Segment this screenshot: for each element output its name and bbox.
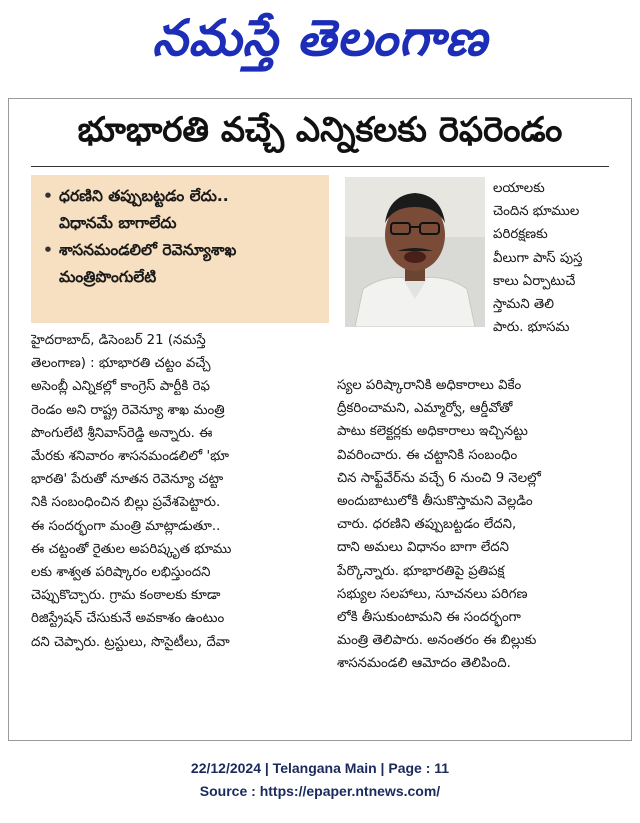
article-headline: భూభారతి వచ్చే ఎన్నికలకు రెఫరెండం xyxy=(77,110,563,150)
article-line: లకు శాశ్వత పరిష్కారం లభిస్తుందని xyxy=(31,565,211,581)
footer-edition-info: 22/12/2024 | Telangana Main | Page : 11 xyxy=(190,760,450,776)
article-line: చెప్పుకొచ్చారు. గ్రామ కంఠాలకు కూడా xyxy=(31,588,221,604)
headline-divider xyxy=(31,166,609,167)
highlight-item xyxy=(43,210,319,237)
article-line: వీలుగా పాస్ పుస్త xyxy=(493,250,583,266)
article-line: చెందిన భూముల xyxy=(493,204,580,220)
article-line: పారు. భూసమ xyxy=(493,320,570,336)
article-line: పేర్కొన్నారు. భూభారతిపై ప్రతిపక్ష xyxy=(337,563,505,579)
highlight-line: శాసనమండలిలో రెవెన్యూశాఖ xyxy=(59,241,237,259)
article-line: సభ్యుల సలహాలు, సూచనలు పరిగణ xyxy=(337,586,528,602)
article-line: ద్రీకరించామని, ఎమ్మార్వో, ఆర్డీవోతో xyxy=(337,401,513,417)
news-clipping xyxy=(8,98,632,741)
article-line: ఈ చట్టంతో రైతుల అపరిష్కృత భూము xyxy=(31,541,232,557)
article-line: పరిరక్షణకు xyxy=(493,227,548,243)
article-line: స్తామని తెలి xyxy=(493,297,555,313)
article-line: పాటు కలెక్టర్లకు అధికారాలు ఇచ్చినట్టు xyxy=(337,424,528,440)
article-line: భారతి' పేరుతో నూతన రెవెన్యూ చట్టా xyxy=(31,472,224,488)
highlight-line: మంత్రిపొంగులేటి xyxy=(59,268,157,286)
highlights-box xyxy=(31,175,329,323)
article-line: దని చెప్పారు. ట్రస్టులు, సొసైటీలు, దేవా xyxy=(31,634,230,650)
article-line: అందుబాటులోకి తీసుకొస్తామని వెల్లడిం xyxy=(337,494,533,510)
article-line: వివరించారు. ఈ చట్టానికి సంబంధిం xyxy=(337,447,518,463)
article-column xyxy=(337,374,619,676)
article-line: చారు. ధరణిని తప్పుబట్టడం లేదని, xyxy=(337,517,517,533)
article-line: అసెంబ్లీ ఎన్నికల్లో కాంగ్రెస్ పార్టీకి రెఫ xyxy=(31,379,210,395)
article-line: ఈ సందర్భంగా మంత్రి మాట్లాడుతూ.. xyxy=(31,518,221,534)
article-line: మేరకు శనివారం శాసనమండలిలో 'భూ xyxy=(31,449,229,465)
article-line: లోకి తీసుకుంటామని ఈ సందర్భంగా xyxy=(337,610,521,626)
article-line: స్యల పరిష్కారానికి అధికారాలు వికేం xyxy=(337,378,522,393)
article-column xyxy=(31,329,329,654)
highlight-item: • శాసనమండలిలో రెవెన్యూశాఖ xyxy=(43,241,237,259)
article-line: రెండం అని రాష్ట్ర రెవెన్యూ శాఖ మంత్రి xyxy=(31,402,225,418)
highlight-line: ధరణిని తప్పుబట్టడం లేదు.. xyxy=(59,187,229,205)
article-column xyxy=(493,177,619,339)
minister-photo xyxy=(345,177,485,327)
highlight-item: • ధరణిని తప్పుబట్టడం లేదు.. xyxy=(43,187,229,205)
article-line: హైదరాబాద్, డిసెంబర్ 21 (నమస్తే xyxy=(31,333,206,348)
article-line: దాని అమలు విధానం బాగా లేదని xyxy=(337,540,509,556)
article-line: తెలంగాణ) : భూభారతి చట్టం వచ్చే xyxy=(31,356,211,372)
article-line: మంత్రి తెలిపారు. అనంతరం ఈ బిల్లుకు xyxy=(337,633,537,649)
footer-source-link[interactable]: Source : https://epaper.ntnews.com/ xyxy=(199,783,441,799)
article-line: కాలు ఏర్పాటుచే xyxy=(493,273,576,289)
article-line: శాసనమండలి ఆమోదం తెలిపింది. xyxy=(337,656,511,672)
article-line: నికి సంబంధించిన బిల్లు ప్రవేశపెట్టారు. xyxy=(31,495,221,511)
article-line: చిన సాఫ్ట్‌వేర్‌ను వచ్చే 6 నుంచి 9 నెలల్లో xyxy=(337,470,541,486)
highlight-item xyxy=(43,264,319,291)
article-line: రిజిస్ట్రేషన్ చేసుకునే అవకాశం ఉంటుం xyxy=(31,611,225,627)
masthead xyxy=(0,0,640,88)
article-line: పొంగులేటి శ్రీనివాస్‌రెడ్డి అన్నారు. ఈ xyxy=(31,425,213,441)
masthead-title: నమస్తే తెలంగాణ xyxy=(152,8,488,67)
article-line: లయాలకు xyxy=(493,181,545,196)
highlight-line: విధానమే బాగాలేదు xyxy=(59,214,177,232)
